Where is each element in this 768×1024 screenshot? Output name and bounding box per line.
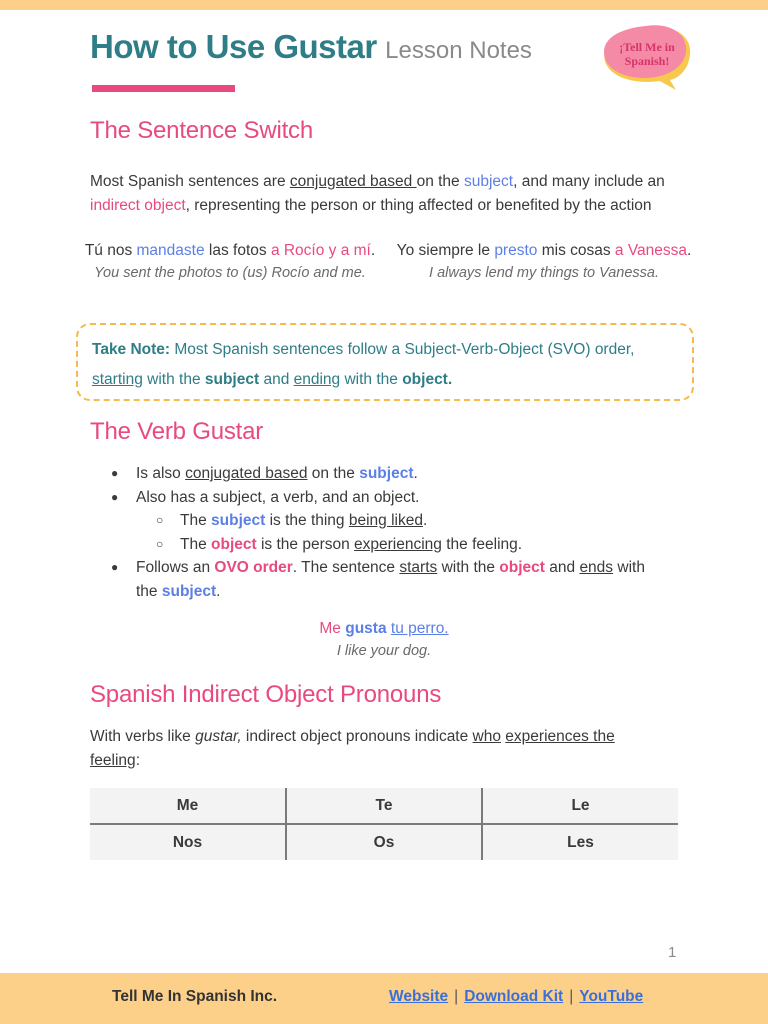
example-gustar: Me gusta tu perro. I like your dog. <box>234 618 534 662</box>
take-note-box: Take Note: Most Spanish sentences follow a Subject-Verb-Object (SVO) order, starting with the subject and ending with the object. <box>76 323 694 401</box>
list-item: ● Follows an OVO order. The sentence starts with the object and ends with the subject. <box>108 556 668 603</box>
table-cell: Me <box>90 788 286 824</box>
heading-verb-gustar: The Verb Gustar <box>90 418 264 445</box>
table-cell: Les <box>482 824 678 860</box>
footer-company: Tell Me In Spanish Inc. <box>112 988 278 1005</box>
list-item: ● Also has a subject, a verb, and an object. <box>108 486 668 510</box>
brand-logo <box>600 22 694 92</box>
logo-line-2: Spanish! <box>624 54 670 68</box>
logo-text <box>600 40 694 68</box>
download-kit-link[interactable]: Download Kit <box>464 988 564 1005</box>
logo-line-1: ¡Tell Me in <box>619 40 675 54</box>
sub-list-item: ○ The object is the person experiencing the feeling. <box>108 533 668 557</box>
top-accent-bar <box>0 0 768 10</box>
table-cell: Nos <box>90 824 286 860</box>
example-1: Tú nos mandaste las fotos a Rocío y a mí. You sent the photos to (us) Rocío and me. <box>80 240 380 284</box>
footer <box>0 973 768 1024</box>
youtube-link[interactable]: YouTube <box>579 988 644 1005</box>
table-row <box>90 824 678 860</box>
title-underline <box>92 85 235 92</box>
footer-separator: | <box>454 988 459 1005</box>
table-cell: Te <box>286 788 482 824</box>
table-cell: Os <box>286 824 482 860</box>
footer-separator: | <box>569 988 574 1005</box>
title-subtitle: Lesson Notes <box>385 37 532 64</box>
table-row <box>90 788 678 824</box>
heading-indirect-object-pronouns: Spanish Indirect Object Pronouns <box>90 681 442 708</box>
footer-links <box>389 988 643 1006</box>
website-link[interactable]: Website <box>389 988 449 1005</box>
example-2: Yo siempre le presto mis cosas a Vanessa. I always lend my things to Vanessa. <box>394 240 694 284</box>
page-title <box>90 28 532 66</box>
gustar-bullet-list <box>108 462 668 603</box>
intro-paragraph: Most Spanish sentences are conjugated based on the subject, and many include an indirect object, representing the person or thing affected or benefited by the action <box>90 173 665 214</box>
example-gustar-translation: I like your dog. <box>336 643 432 659</box>
list-item: ● Is also conjugated based on the subject. <box>108 462 668 486</box>
pronoun-table <box>90 788 678 860</box>
example-1-translation: You sent the photos to (us) Rocío and me. <box>94 265 366 281</box>
pronouns-paragraph: With verbs like gustar, indirect object pronouns indicate who experiences the feeling: <box>90 728 615 769</box>
page-number: 1 <box>668 944 677 961</box>
sub-list-item: ○ The subject is the thing being liked. <box>108 509 668 533</box>
table-cell: Le <box>482 788 678 824</box>
heading-sentence-switch: The Sentence Switch <box>90 117 313 144</box>
title-main: How to Use Gustar <box>90 28 377 65</box>
example-2-translation: I always lend my things to Vanessa. <box>429 265 659 281</box>
